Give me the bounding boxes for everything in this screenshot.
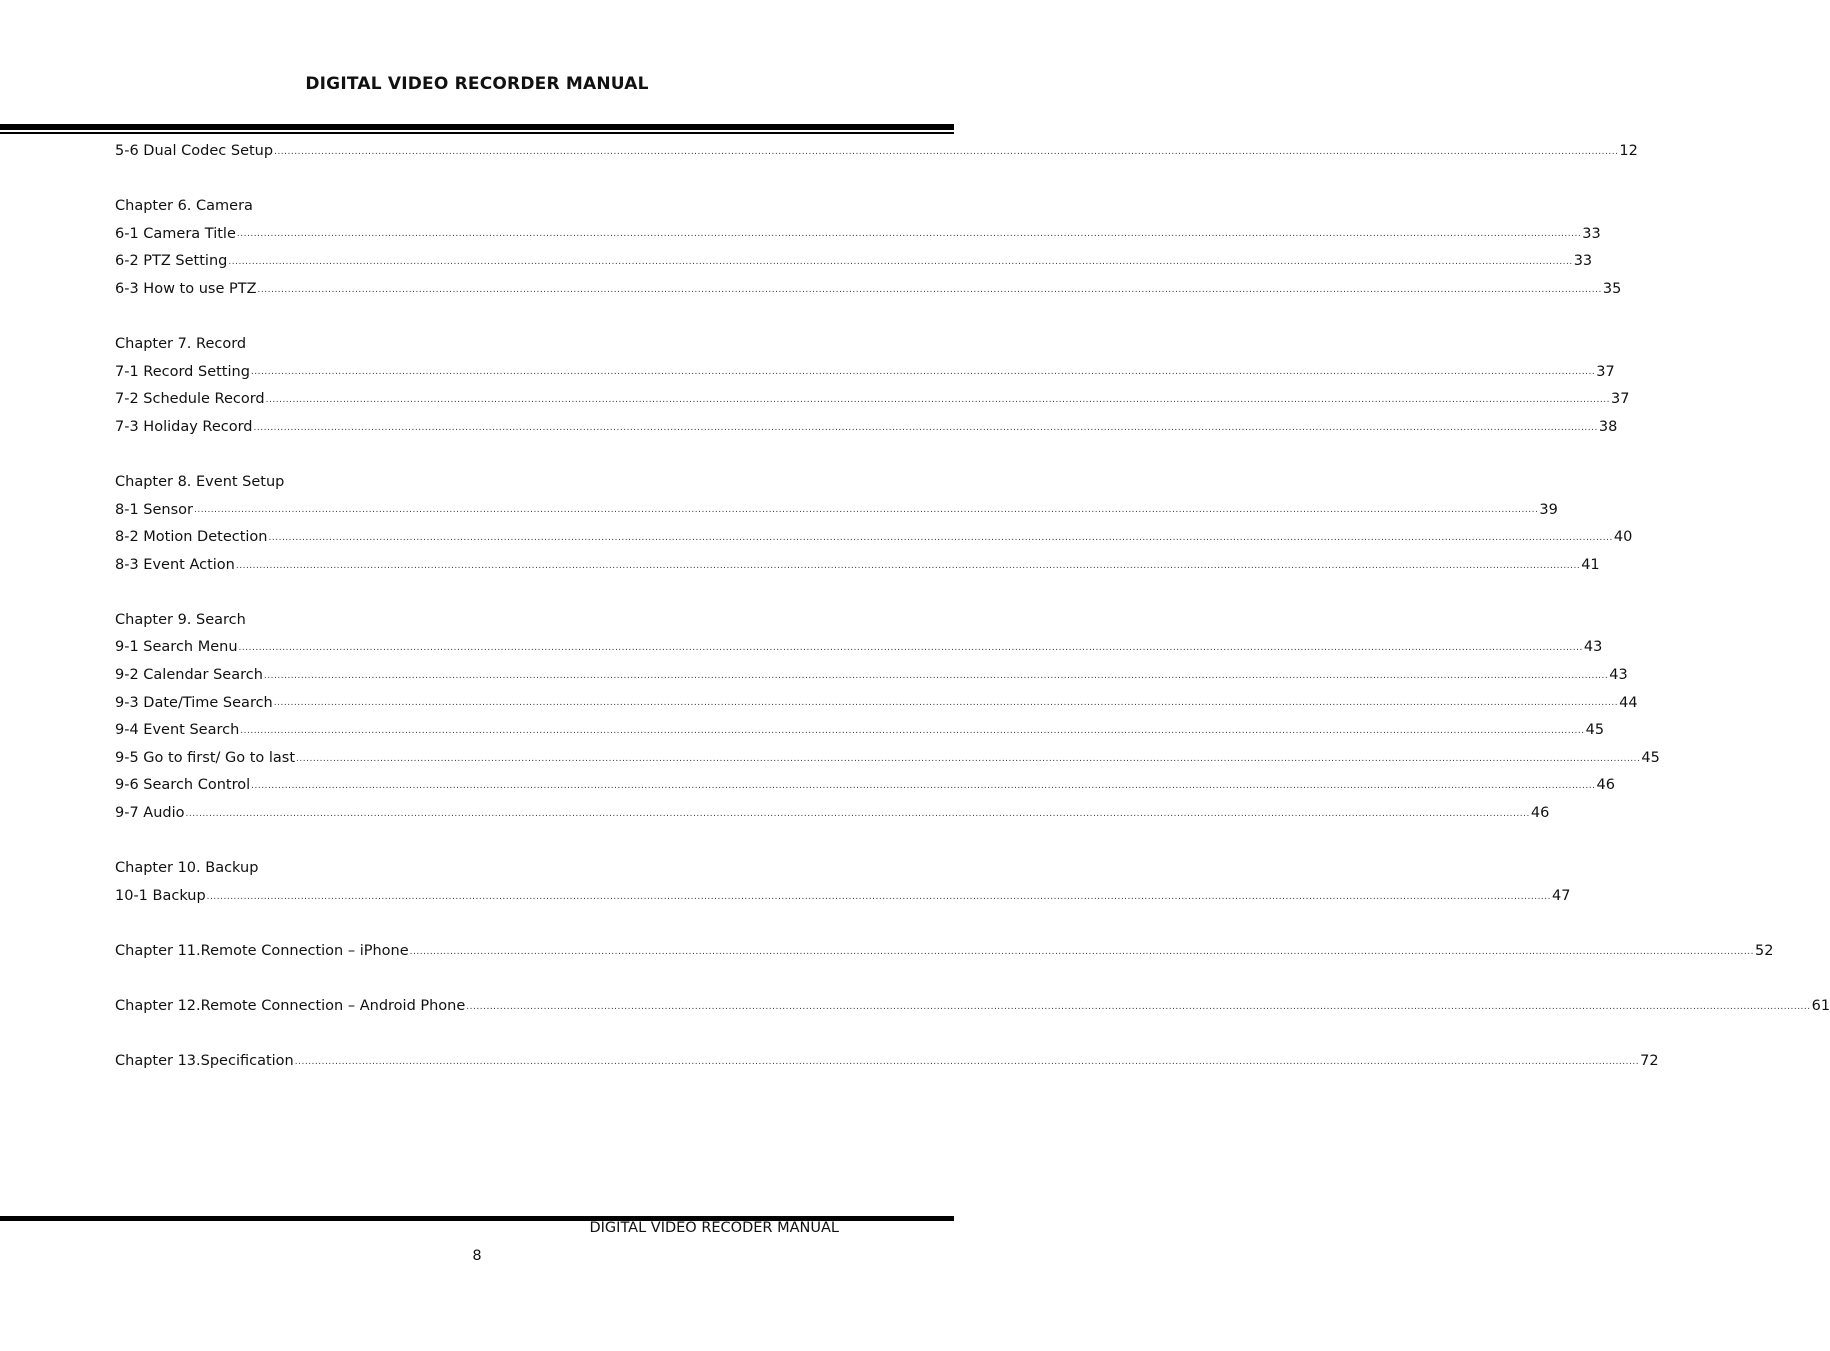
- toc-entry-label: 9-1 Search Menu: [115, 639, 238, 656]
- toc-entry-page: 72: [1640, 1053, 1659, 1070]
- toc-entry[interactable]: [115, 551, 1600, 579]
- toc-entry[interactable]: [115, 523, 1633, 551]
- toc-entry[interactable]: [115, 496, 1558, 524]
- toc-leader-dots: ................................................................................................................................................................................................................................................................................................................................................................................................................: [228, 256, 1573, 267]
- toc-entry-label: 9-2 Calendar Search: [115, 667, 263, 684]
- toc-entry[interactable]: [115, 799, 1550, 827]
- toc-chapter-heading: Chapter 8. Event Setup: [115, 473, 285, 490]
- toc-leader-dots: ................................................................................................................................................................................................................................................................................................................................................................................................................: [194, 505, 1539, 516]
- toc-entry-page: 44: [1619, 694, 1638, 711]
- toc-entry-page: 37: [1596, 363, 1615, 380]
- toc-spacer: [115, 1020, 839, 1048]
- toc-entry-page: 47: [1552, 887, 1571, 904]
- toc-entry[interactable]: [115, 716, 1605, 744]
- page-number: 8: [472, 1248, 482, 1264]
- toc-entry[interactable]: [115, 1048, 1659, 1076]
- toc-leader-dots: ................................................................................................................................................................................................................................................................................................................................................................................................................: [274, 146, 1619, 157]
- toc-entry-label: 7-1 Record Setting: [115, 363, 250, 380]
- toc-leader-dots: ................................................................................................................................................................................................................................................................................................................................................................................................................: [263, 670, 1609, 681]
- toc-entry-label: 8-1 Sensor: [115, 501, 193, 518]
- toc-chapter-heading: Chapter 7. Record: [115, 335, 247, 352]
- toc-leader-dots: ................................................................................................................................................................................................................................................................................................................................................................................................................: [409, 946, 1754, 957]
- toc-entry[interactable]: [115, 413, 1618, 441]
- toc-entry[interactable]: [115, 385, 1630, 413]
- toc-entry-page: 45: [1585, 722, 1605, 739]
- toc-leader-dots: ................................................................................................................................................................................................................................................................................................................................................................................................................: [235, 560, 1581, 571]
- toc-spacer: [115, 910, 839, 938]
- footer-title: DIGITAL VIDEO RECODER MANUAL: [589, 1220, 839, 1236]
- toc-entry-label: 9-5 Go to first/ Go to last: [115, 749, 296, 766]
- toc-entry-label: 6-2 PTZ Setting: [115, 253, 228, 270]
- toc-leader-dots: ................................................................................................................................................................................................................................................................................................................................................................................................................: [268, 532, 1613, 543]
- toc-entry-page: 43: [1609, 667, 1628, 684]
- header-rule-thick: [0, 124, 954, 130]
- toc-leader-dots: ................................................................................................................................................................................................................................................................................................................................................................................................................: [236, 229, 1582, 240]
- toc-leader-dots: ................................................................................................................................................................................................................................................................................................................................................................................................................: [251, 781, 1596, 792]
- toc-entry-label: 9-6 Search Control: [115, 777, 251, 794]
- toc-entry-label: 10-1 Backup: [115, 887, 206, 904]
- toc-entry-page: 33: [1573, 253, 1593, 270]
- toc-leader-dots: ................................................................................................................................................................................................................................................................................................................................................................................................................: [466, 1002, 1811, 1012]
- toc-spacer: [115, 303, 839, 331]
- toc-entry-page: 35: [1602, 280, 1622, 297]
- toc-entry-label: Chapter 11.Remote Connection – iPhone: [115, 943, 409, 960]
- toc-entry-label: 9-3 Date/Time Search: [115, 694, 273, 711]
- toc-entry[interactable]: [115, 772, 1615, 800]
- toc-leader-dots: ................................................................................................................................................................................................................................................................................................................................................................................................................: [206, 891, 1552, 902]
- toc-leader-dots: ................................................................................................................................................................................................................................................................................................................................................................................................................: [250, 367, 1596, 378]
- toc-entry-label: 6-1 Camera Title: [115, 225, 236, 242]
- toc-leader-dots: ................................................................................................................................................................................................................................................................................................................................................................................................................: [296, 753, 1641, 764]
- toc-entry-page: 52: [1755, 943, 1774, 960]
- toc-entry[interactable]: [115, 358, 1615, 386]
- toc-entry-label: 8-2 Motion Detection: [115, 529, 268, 546]
- toc-entry-page: 61: [1811, 998, 1830, 1015]
- toc-entry[interactable]: [115, 992, 1830, 1020]
- toc-entry[interactable]: [115, 137, 1638, 165]
- toc-leader-dots: ................................................................................................................................................................................................................................................................................................................................................................................................................: [240, 726, 1585, 737]
- toc-leader-dots: ................................................................................................................................................................................................................................................................................................................................................................................................................: [265, 394, 1610, 405]
- toc-spacer: [115, 441, 839, 469]
- toc-leader-dots: ................................................................................................................................................................................................................................................................................................................................................................................................................: [238, 643, 1583, 654]
- toc-entry-page: 45: [1641, 749, 1660, 766]
- toc-entry[interactable]: [115, 882, 1571, 910]
- toc-entry[interactable]: [115, 247, 1593, 275]
- toc-entry-label: Chapter 13.Specification: [115, 1053, 294, 1070]
- toc-entry[interactable]: [115, 220, 1601, 248]
- toc-spacer: [115, 579, 839, 607]
- toc-entry-label: 9-7 Audio: [115, 805, 185, 822]
- toc-entry[interactable]: [115, 634, 1603, 662]
- header-rule-thin: [0, 132, 954, 134]
- toc-entry-label: 9-4 Event Search: [115, 722, 240, 739]
- toc-entry[interactable]: [115, 744, 1660, 772]
- toc-entry-page: 12: [1619, 142, 1638, 159]
- toc-entry-page: 40: [1613, 529, 1633, 546]
- page-title: DIGITAL VIDEO RECORDER MANUAL: [305, 74, 649, 94]
- toc-entry-page: 43: [1583, 639, 1603, 656]
- toc-entry-label: 6-3 How to use PTZ: [115, 280, 257, 297]
- toc-leader-dots: ................................................................................................................................................................................................................................................................................................................................................................................................................: [257, 284, 1602, 295]
- toc-entry-page: 46: [1596, 777, 1615, 794]
- toc-entry-page: 33: [1582, 225, 1601, 242]
- toc-chapter-heading: Chapter 10. Backup: [115, 860, 259, 877]
- toc-entry-label: 5-6 Dual Codec Setup: [115, 142, 274, 159]
- toc-entry-page: 38: [1598, 418, 1618, 435]
- toc-entry-page: 41: [1581, 556, 1600, 573]
- toc-entry-label: 7-2 Schedule Record: [115, 391, 265, 408]
- toc-entry[interactable]: [115, 937, 1774, 965]
- toc-entry-label: 7-3 Holiday Record: [115, 418, 253, 435]
- toc-chapter-heading: Chapter 6. Camera: [115, 197, 253, 214]
- toc-leader-dots: ................................................................................................................................................................................................................................................................................................................................................................................................................: [185, 808, 1530, 819]
- toc-entry-label: 8-3 Event Action: [115, 556, 235, 573]
- toc-spacer: [115, 165, 839, 193]
- toc-chapter-heading: Chapter 9. Search: [115, 611, 246, 628]
- toc-spacer: [115, 827, 839, 855]
- toc-leader-dots: ................................................................................................................................................................................................................................................................................................................................................................................................................: [294, 1057, 1640, 1068]
- toc-entry-page: 46: [1530, 805, 1550, 822]
- toc-entry-page: 37: [1610, 391, 1630, 408]
- toc-entry[interactable]: [115, 275, 1622, 303]
- toc-entry-label: Chapter 12.Remote Connection – Android Phone: [115, 998, 466, 1015]
- toc-entry[interactable]: [115, 661, 1628, 689]
- table-of-contents: [115, 137, 1830, 1075]
- toc-spacer: [115, 965, 839, 993]
- toc-entry[interactable]: [115, 689, 1638, 717]
- toc-entry-page: 39: [1539, 501, 1558, 518]
- toc-leader-dots: ................................................................................................................................................................................................................................................................................................................................................................................................................: [273, 698, 1619, 709]
- toc-leader-dots: ................................................................................................................................................................................................................................................................................................................................................................................................................: [253, 422, 1598, 433]
